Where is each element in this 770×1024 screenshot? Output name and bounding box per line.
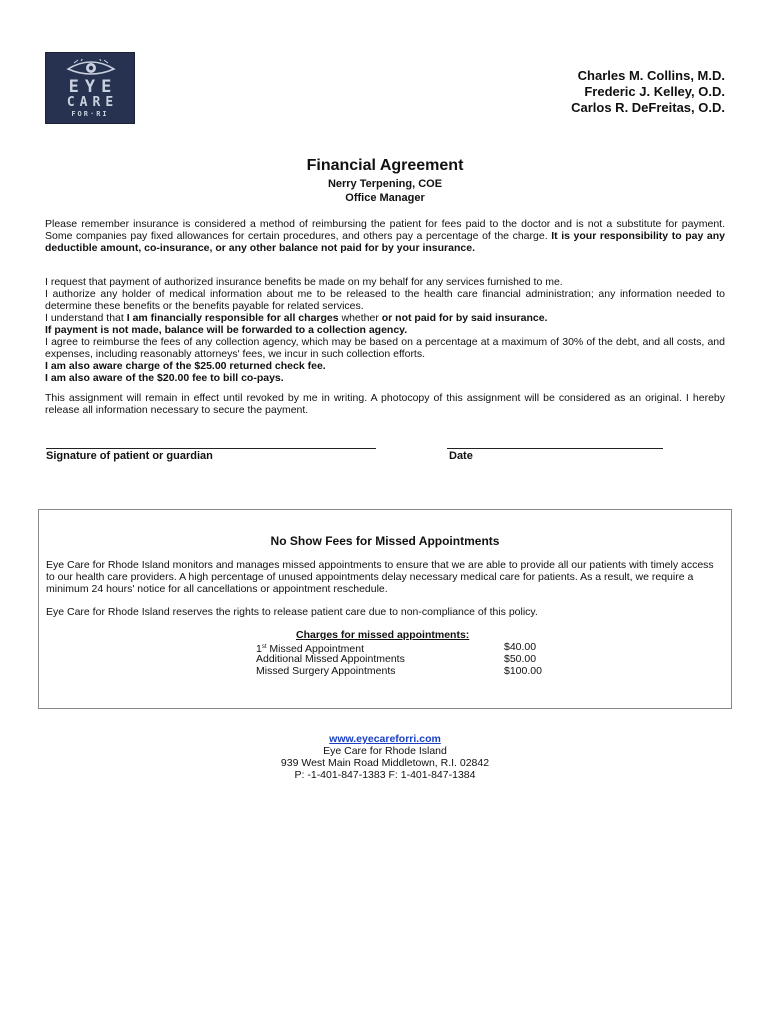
- charge-amount: $100.00: [504, 665, 542, 677]
- responsibility-text: It is your responsibility to pay any deductible amount, co-insurance, or any other balance not paid for by your insurance.: [45, 230, 725, 254]
- assignment-paragraph: This assignment will remain in effect until revoked by me in writing. A photocopy of this assignment will be considered as an original. I hereby release all information necessary to secure the payment.: [45, 392, 725, 416]
- signature-line[interactable]: [46, 448, 376, 449]
- authorization-line: I authorize any holder of medical information about me to be released to the health care financial administration; any information needed to determine these benefits or the benefits payable for related services.: [45, 288, 725, 312]
- charge-label-text: Missed Appointment: [266, 643, 364, 655]
- no-show-box: [38, 509, 732, 709]
- authorization-line: [45, 312, 725, 324]
- charge-ordinal-suffix: st: [261, 644, 267, 650]
- whether-text: whether: [338, 312, 382, 324]
- collection-line: If payment is not made, balance will be forwarded to a collection agency.: [45, 324, 408, 336]
- authorization-paragraph: [45, 276, 725, 384]
- charge-amount: $40.00: [504, 641, 537, 653]
- date-label: Date: [449, 450, 473, 462]
- charge-ordinal: 1: [256, 643, 262, 655]
- doctor-name: Frederic J. Kelley, O.D.: [584, 84, 725, 99]
- copay-fee-line: I am also aware of the $20.00 fee to bill co-pays.: [45, 372, 284, 384]
- doctor-name: Carlos R. DeFreitas, O.D.: [571, 100, 725, 115]
- manager-name: Nerry Terpening, COE: [327, 178, 443, 190]
- footer-url-line: [0, 733, 770, 745]
- insurance-text: Please remember insurance is considered a method of reimbursing the patient for fees paid to the doctor and is not a substitute for payment. Some companies pay fixed allowances for certain procedures, and others pay a percentage of the charge.: [45, 218, 725, 242]
- returned-check-line: I am also aware charge of the $25.00 returned check fee.: [45, 360, 326, 372]
- insurance-paragraph: [45, 218, 725, 254]
- date-line[interactable]: [447, 448, 663, 449]
- website-link[interactable]: www.eyecareforri.com: [329, 733, 441, 745]
- charge-label: Additional Missed Appointments: [256, 653, 405, 665]
- logo-line-eye: EYE: [68, 77, 118, 97]
- logo-line-forri: FOR·RI: [71, 110, 109, 118]
- no-show-paragraph: Eye Care for Rhode Island monitors and manages missed appointments to ensure that we are able to provide all our patients with timely access to our health care providers. A high percentage of unused appointments delay necessary medical care for patients. As a result, we require a minimum 24 hours' notice for all cancellations or appointment reschedule.: [46, 559, 714, 595]
- logo-line-care: CARE: [66, 95, 119, 110]
- footer-practice-name: Eye Care for Rhode Island: [323, 745, 447, 757]
- release-paragraph: Eye Care for Rhode Island reserves the rights to release patient care due to non-compliance of this policy.: [46, 606, 538, 618]
- responsible-text: I am financially responsible for all charges: [126, 312, 339, 324]
- doctor-list: [571, 68, 725, 116]
- page-title: Financial Agreement: [306, 157, 464, 174]
- manager-title: Office Manager: [345, 192, 425, 204]
- reimburse-line: I agree to reimburse the fees of any collection agency, which may be based on a percentage at a maximum of 30% of the debt, and all costs, and expenses, including reasonably attorneys' fees, we incur in such collection efforts.: [45, 336, 725, 360]
- authorization-line: I request that payment of authorized insurance benefits be made on my behalf for any services furnished to me.: [45, 276, 563, 288]
- eye-care-logo: [45, 52, 135, 124]
- signature-label: Signature of patient or guardian: [46, 450, 213, 462]
- footer-phone: P: -1-401-847-1383 F: 1-401-847-1384: [294, 769, 476, 781]
- doctor-name: Charles M. Collins, M.D.: [577, 68, 725, 83]
- charges-heading: Charges for missed appointments:: [296, 629, 470, 641]
- understand-text: I understand that: [45, 312, 127, 324]
- not-paid-text: or not paid for by said insurance.: [381, 312, 548, 324]
- charge-label: Missed Surgery Appointments: [256, 665, 396, 677]
- footer-address: 939 West Main Road Middletown, R.I. 02842: [280, 757, 490, 769]
- charge-amount: $50.00: [504, 653, 537, 665]
- no-show-title: No Show Fees for Missed Appointments: [270, 534, 500, 548]
- eye-icon: [66, 59, 116, 77]
